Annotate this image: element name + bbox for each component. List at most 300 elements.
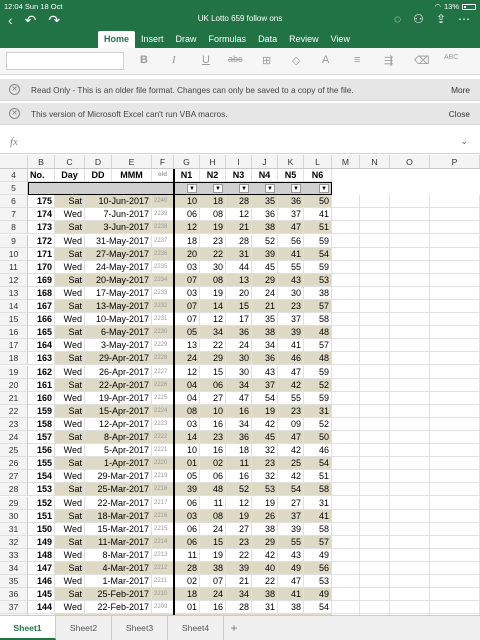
redo-icon[interactable]: ↷ xyxy=(48,12,61,28)
ball-number-cell[interactable]: 08 xyxy=(200,208,226,221)
ball-number-cell[interactable]: 46 xyxy=(278,352,304,365)
ball-number-cell[interactable]: 15 xyxy=(200,536,226,549)
empty-cell[interactable] xyxy=(360,366,390,379)
empty-cell[interactable] xyxy=(390,470,430,483)
ball-number-cell[interactable]: 23 xyxy=(252,457,278,470)
date-cell[interactable]: 11-Mar-2017 xyxy=(85,536,152,549)
old-number-cell[interactable]: 2233 xyxy=(152,287,174,300)
empty-cell[interactable] xyxy=(332,549,360,562)
ball-number-cell[interactable]: 36 xyxy=(226,326,252,339)
close-button[interactable]: Close xyxy=(448,109,470,119)
add-person-icon[interactable]: ⚇ xyxy=(413,12,424,26)
empty-cell[interactable] xyxy=(430,366,480,379)
column-header[interactable]: G xyxy=(174,155,200,169)
empty-cell[interactable] xyxy=(390,366,430,379)
date-cell[interactable]: 3-Jun-2017 xyxy=(85,221,152,234)
day-cell[interactable]: Wed xyxy=(55,208,85,221)
empty-cell[interactable] xyxy=(360,497,390,510)
ball-number-cell[interactable]: 07 xyxy=(174,300,200,313)
old-number-cell[interactable]: 2209 xyxy=(152,601,174,614)
ball-number-cell[interactable]: 08 xyxy=(174,405,200,418)
ball-number-cell[interactable]: 04 xyxy=(174,392,200,405)
empty-cell[interactable] xyxy=(430,588,480,601)
empty-cell[interactable] xyxy=(360,523,390,536)
empty-cell[interactable] xyxy=(430,562,480,575)
empty-cell[interactable] xyxy=(430,510,480,523)
date-cell[interactable]: 7-Jun-2017 xyxy=(85,208,152,221)
ball-number-cell[interactable]: 34 xyxy=(226,418,252,431)
row-number[interactable]: 17 xyxy=(0,339,28,352)
empty-cell[interactable] xyxy=(390,352,430,365)
date-cell[interactable]: 15-Apr-2017 xyxy=(85,405,152,418)
ball-number-cell[interactable]: 21 xyxy=(252,300,278,313)
add-sheet-button[interactable]: + xyxy=(230,621,238,635)
ball-number-cell[interactable]: 20 xyxy=(226,287,252,300)
chevron-down-icon[interactable]: ⌄ xyxy=(460,136,468,146)
empty-cell[interactable] xyxy=(430,470,480,483)
day-cell[interactable]: Wed xyxy=(55,575,85,588)
date-cell[interactable]: 27-May-2017 xyxy=(85,248,152,261)
ball-number-cell[interactable]: 10 xyxy=(174,195,200,208)
close-icon[interactable]: ✕ xyxy=(9,108,20,119)
day-cell[interactable]: Sat xyxy=(55,300,85,313)
tab-home[interactable]: Home xyxy=(98,31,135,48)
ball-number-cell[interactable]: 48 xyxy=(304,326,332,339)
empty-cell[interactable] xyxy=(430,457,480,470)
ball-number-cell[interactable]: 16 xyxy=(200,444,226,457)
draw-number-cell[interactable]: 144 xyxy=(28,601,55,614)
close-icon[interactable]: ✕ xyxy=(9,84,20,95)
old-number-cell[interactable]: 2235 xyxy=(152,261,174,274)
ball-number-cell[interactable]: 53 xyxy=(304,274,332,287)
ball-number-cell[interactable]: 58 xyxy=(304,523,332,536)
column-header[interactable]: O xyxy=(390,155,430,169)
empty-cell[interactable] xyxy=(332,588,360,601)
date-cell[interactable]: 19-Apr-2017 xyxy=(85,392,152,405)
date-cell[interactable]: 17-May-2017 xyxy=(85,287,152,300)
day-cell[interactable]: Sat xyxy=(55,274,85,287)
ball-number-cell[interactable]: 46 xyxy=(304,444,332,457)
number-format-icon[interactable]: ABC xyxy=(444,54,459,61)
ball-number-cell[interactable]: 19 xyxy=(200,221,226,234)
more-icon[interactable]: ⋯ xyxy=(458,12,470,26)
ball-number-cell[interactable]: 52 xyxy=(226,483,252,496)
draw-number-cell[interactable]: 174 xyxy=(28,208,55,221)
empty-cell[interactable] xyxy=(332,326,360,339)
old-number-cell[interactable]: 2230 xyxy=(152,326,174,339)
ball-number-cell[interactable]: 30 xyxy=(226,352,252,365)
old-number-cell[interactable]: 2232 xyxy=(152,300,174,313)
draw-number-cell[interactable]: 163 xyxy=(28,352,55,365)
ball-number-cell[interactable]: 43 xyxy=(278,549,304,562)
ball-number-cell[interactable]: 14 xyxy=(200,300,226,313)
ball-number-cell[interactable]: 29 xyxy=(252,536,278,549)
day-cell[interactable]: Wed xyxy=(55,287,85,300)
old-number-cell[interactable]: 2227 xyxy=(152,366,174,379)
empty-cell[interactable] xyxy=(360,248,390,261)
ball-number-cell[interactable]: 41 xyxy=(278,248,304,261)
header-cell[interactable]: N6 xyxy=(304,169,332,182)
empty-cell[interactable] xyxy=(360,470,390,483)
ball-number-cell[interactable]: 55 xyxy=(278,261,304,274)
empty-cell[interactable] xyxy=(360,601,390,614)
empty-cell[interactable] xyxy=(360,510,390,523)
ball-number-cell[interactable]: 21 xyxy=(226,221,252,234)
header-cell[interactable]: old xyxy=(152,169,174,182)
empty-cell[interactable] xyxy=(430,326,480,339)
empty-cell[interactable] xyxy=(360,405,390,418)
ball-number-cell[interactable]: 58 xyxy=(304,483,332,496)
ball-number-cell[interactable]: 50 xyxy=(304,195,332,208)
clear-icon[interactable]: ⌫ xyxy=(414,55,430,67)
date-cell[interactable]: 22-Feb-2017 xyxy=(85,601,152,614)
day-cell[interactable]: Wed xyxy=(55,601,85,614)
empty-cell[interactable] xyxy=(390,339,430,352)
column-header[interactable]: H xyxy=(200,155,226,169)
draw-number-cell[interactable]: 167 xyxy=(28,300,55,313)
filter-dropdown-button[interactable]: ▼ xyxy=(265,184,275,193)
row-number[interactable]: 25 xyxy=(0,444,28,457)
empty-cell[interactable] xyxy=(390,601,430,614)
bold-icon[interactable]: B xyxy=(140,54,148,66)
ball-number-cell[interactable]: 50 xyxy=(304,431,332,444)
empty-cell[interactable] xyxy=(360,379,390,392)
draw-number-cell[interactable]: 157 xyxy=(28,431,55,444)
empty-cell[interactable] xyxy=(390,221,430,234)
ball-number-cell[interactable]: 34 xyxy=(226,379,252,392)
ball-number-cell[interactable]: 59 xyxy=(304,392,332,405)
empty-cell[interactable] xyxy=(430,300,480,313)
row-number[interactable]: 35 xyxy=(0,575,28,588)
date-cell[interactable]: 6-May-2017 xyxy=(85,326,152,339)
date-cell[interactable]: 1-Mar-2017 xyxy=(85,575,152,588)
empty-cell[interactable] xyxy=(332,470,360,483)
ball-number-cell[interactable]: 03 xyxy=(174,418,200,431)
ball-number-cell[interactable]: 06 xyxy=(174,208,200,221)
draw-number-cell[interactable]: 159 xyxy=(28,405,55,418)
empty-cell[interactable] xyxy=(390,208,430,221)
ball-number-cell[interactable]: 19 xyxy=(200,549,226,562)
ball-number-cell[interactable]: 34 xyxy=(226,588,252,601)
empty-cell[interactable] xyxy=(430,536,480,549)
ball-number-cell[interactable]: 06 xyxy=(174,536,200,549)
header-cell[interactable]: N2 xyxy=(200,169,226,182)
ball-number-cell[interactable]: 36 xyxy=(252,208,278,221)
empty-cell[interactable] xyxy=(332,483,360,496)
ball-number-cell[interactable]: 16 xyxy=(226,470,252,483)
empty-cell[interactable] xyxy=(332,379,360,392)
empty-cell[interactable] xyxy=(390,379,430,392)
row-number[interactable]: 34 xyxy=(0,562,28,575)
empty-cell[interactable] xyxy=(390,549,430,562)
ball-number-cell[interactable]: 06 xyxy=(200,470,226,483)
lightbulb-icon[interactable]: ◌ xyxy=(394,12,402,26)
ball-number-cell[interactable]: 31 xyxy=(304,405,332,418)
row-number[interactable]: 8 xyxy=(0,221,28,234)
draw-number-cell[interactable]: 145 xyxy=(28,588,55,601)
row-number[interactable]: 14 xyxy=(0,300,28,313)
ball-number-cell[interactable]: 49 xyxy=(278,562,304,575)
empty-cell[interactable] xyxy=(430,575,480,588)
row-number[interactable]: 18 xyxy=(0,352,28,365)
filter-dropdown-button[interactable]: ▼ xyxy=(291,184,301,193)
ball-number-cell[interactable]: 15 xyxy=(200,366,226,379)
ball-number-cell[interactable]: 06 xyxy=(200,379,226,392)
date-cell[interactable]: 22-Mar-2017 xyxy=(85,497,152,510)
empty-cell[interactable] xyxy=(430,287,480,300)
old-number-cell[interactable]: 2212 xyxy=(152,562,174,575)
ball-number-cell[interactable]: 19 xyxy=(200,287,226,300)
day-cell[interactable]: Sat xyxy=(55,326,85,339)
ball-number-cell[interactable]: 12 xyxy=(226,208,252,221)
row-number[interactable]: 27 xyxy=(0,470,28,483)
old-number-cell[interactable]: 2228 xyxy=(152,352,174,365)
column-header[interactable]: D xyxy=(85,155,112,169)
empty-cell[interactable] xyxy=(360,444,390,457)
ball-number-cell[interactable]: 34 xyxy=(252,339,278,352)
ball-number-cell[interactable]: 03 xyxy=(174,261,200,274)
ball-number-cell[interactable]: 24 xyxy=(252,287,278,300)
empty-cell[interactable] xyxy=(360,313,390,326)
draw-number-cell[interactable]: 152 xyxy=(28,497,55,510)
empty-cell[interactable] xyxy=(360,235,390,248)
empty-cell[interactable] xyxy=(360,431,390,444)
ball-number-cell[interactable]: 37 xyxy=(278,313,304,326)
ball-number-cell[interactable]: 02 xyxy=(174,575,200,588)
date-cell[interactable]: 10-Jun-2017 xyxy=(85,195,152,208)
header-cell[interactable]: N1 xyxy=(174,169,200,182)
empty-cell[interactable] xyxy=(390,195,430,208)
column-header[interactable]: E xyxy=(112,155,152,169)
ball-number-cell[interactable]: 07 xyxy=(174,313,200,326)
empty-cell[interactable] xyxy=(430,339,480,352)
ball-number-cell[interactable]: 05 xyxy=(174,470,200,483)
ball-number-cell[interactable]: 23 xyxy=(278,405,304,418)
ball-number-cell[interactable]: 47 xyxy=(278,221,304,234)
date-cell[interactable]: 1-Apr-2017 xyxy=(85,457,152,470)
empty-cell[interactable] xyxy=(360,339,390,352)
ball-number-cell[interactable]: 16 xyxy=(200,601,226,614)
ball-number-cell[interactable]: 28 xyxy=(174,562,200,575)
ball-number-cell[interactable]: 35 xyxy=(252,195,278,208)
ball-number-cell[interactable]: 38 xyxy=(252,326,278,339)
ball-number-cell[interactable]: 38 xyxy=(304,287,332,300)
empty-cell[interactable] xyxy=(430,497,480,510)
old-number-cell[interactable]: 2216 xyxy=(152,510,174,523)
date-cell[interactable]: 3-May-2017 xyxy=(85,339,152,352)
empty-cell[interactable] xyxy=(430,523,480,536)
empty-cell[interactable] xyxy=(332,352,360,365)
row-number[interactable]: 20 xyxy=(0,379,28,392)
day-cell[interactable]: Wed xyxy=(55,235,85,248)
fill-color-icon[interactable]: ◇ xyxy=(292,55,301,67)
empty-cell[interactable] xyxy=(332,221,360,234)
ball-number-cell[interactable]: 28 xyxy=(226,601,252,614)
column-header[interactable]: P xyxy=(430,155,480,169)
day-cell[interactable]: Sat xyxy=(55,221,85,234)
old-number-cell[interactable]: 2223 xyxy=(152,418,174,431)
ball-number-cell[interactable]: 59 xyxy=(304,261,332,274)
ball-number-cell[interactable]: 03 xyxy=(174,510,200,523)
empty-cell[interactable] xyxy=(332,287,360,300)
ball-number-cell[interactable]: 39 xyxy=(174,483,200,496)
ball-number-cell[interactable]: 22 xyxy=(252,575,278,588)
ball-number-cell[interactable]: 40 xyxy=(252,562,278,575)
old-number-cell[interactable]: 2240 xyxy=(152,195,174,208)
ball-number-cell[interactable]: 56 xyxy=(278,235,304,248)
old-number-cell[interactable]: 2239 xyxy=(152,208,174,221)
draw-number-cell[interactable]: 155 xyxy=(28,457,55,470)
ball-number-cell[interactable]: 37 xyxy=(252,379,278,392)
day-cell[interactable]: Sat xyxy=(55,457,85,470)
empty-cell[interactable] xyxy=(390,497,430,510)
ball-number-cell[interactable]: 38 xyxy=(252,221,278,234)
day-cell[interactable]: Wed xyxy=(55,470,85,483)
ball-number-cell[interactable]: 18 xyxy=(200,195,226,208)
column-header[interactable]: C xyxy=(55,155,85,169)
empty-cell[interactable] xyxy=(390,431,430,444)
row-number[interactable]: 9 xyxy=(0,235,28,248)
tab-data[interactable]: Data xyxy=(258,34,278,44)
ball-number-cell[interactable]: 36 xyxy=(226,431,252,444)
draw-number-cell[interactable]: 162 xyxy=(28,366,55,379)
draw-number-cell[interactable]: 172 xyxy=(28,235,55,248)
empty-cell[interactable] xyxy=(430,274,480,287)
empty-cell[interactable] xyxy=(360,549,390,562)
ball-number-cell[interactable]: 04 xyxy=(174,379,200,392)
row-number[interactable]: 30 xyxy=(0,510,28,523)
day-cell[interactable]: Sat xyxy=(55,483,85,496)
empty-cell[interactable] xyxy=(332,339,360,352)
empty-cell[interactable] xyxy=(390,418,430,431)
empty-cell[interactable] xyxy=(390,261,430,274)
empty-cell[interactable] xyxy=(332,248,360,261)
day-cell[interactable]: Wed xyxy=(55,444,85,457)
draw-number-cell[interactable]: 153 xyxy=(28,483,55,496)
row-number[interactable]: 24 xyxy=(0,431,28,444)
header-cell[interactable]: No. xyxy=(28,169,55,182)
font-name-box[interactable] xyxy=(6,52,124,70)
ball-number-cell[interactable]: 13 xyxy=(226,274,252,287)
borders-icon[interactable]: ⊞ xyxy=(262,55,272,67)
sheet-tab-sheet4[interactable]: Sheet4 xyxy=(168,616,224,640)
ball-number-cell[interactable]: 21 xyxy=(226,575,252,588)
ball-number-cell[interactable]: 41 xyxy=(304,510,332,523)
ball-number-cell[interactable]: 47 xyxy=(278,366,304,379)
old-number-cell[interactable]: 2213 xyxy=(152,549,174,562)
empty-cell[interactable] xyxy=(430,418,480,431)
empty-cell[interactable] xyxy=(332,313,360,326)
old-number-cell[interactable]: 2220 xyxy=(152,457,174,470)
ball-number-cell[interactable]: 18 xyxy=(226,444,252,457)
ball-number-cell[interactable]: 08 xyxy=(200,510,226,523)
ball-number-cell[interactable]: 37 xyxy=(278,510,304,523)
day-cell[interactable]: Wed xyxy=(55,261,85,274)
ball-number-cell[interactable]: 52 xyxy=(304,418,332,431)
empty-cell[interactable] xyxy=(390,392,430,405)
ball-number-cell[interactable]: 31 xyxy=(304,497,332,510)
empty-cell[interactable] xyxy=(360,221,390,234)
empty-cell[interactable] xyxy=(360,300,390,313)
tab-review[interactable]: Review xyxy=(289,34,319,44)
column-header[interactable]: B xyxy=(28,155,55,169)
ball-number-cell[interactable]: 16 xyxy=(200,418,226,431)
ball-number-cell[interactable]: 45 xyxy=(252,431,278,444)
empty-cell[interactable] xyxy=(390,235,430,248)
day-cell[interactable]: Sat xyxy=(55,352,85,365)
ball-number-cell[interactable]: 19 xyxy=(226,510,252,523)
draw-number-cell[interactable]: 169 xyxy=(28,274,55,287)
ball-number-cell[interactable]: 18 xyxy=(174,588,200,601)
column-header[interactable]: J xyxy=(252,155,278,169)
ball-number-cell[interactable]: 28 xyxy=(226,195,252,208)
empty-cell[interactable] xyxy=(360,418,390,431)
ball-number-cell[interactable]: 38 xyxy=(252,588,278,601)
date-cell[interactable]: 31-May-2017 xyxy=(85,235,152,248)
ball-number-cell[interactable]: 51 xyxy=(304,470,332,483)
ball-number-cell[interactable]: 42 xyxy=(252,418,278,431)
date-cell[interactable]: 29-Apr-2017 xyxy=(85,352,152,365)
day-cell[interactable]: Sat xyxy=(55,379,85,392)
ball-number-cell[interactable]: 54 xyxy=(304,457,332,470)
old-number-cell[interactable]: 2211 xyxy=(152,575,174,588)
strikethrough-icon[interactable]: abc xyxy=(228,54,243,64)
header-cell[interactable]: DD xyxy=(85,169,112,182)
sheet-tab-sheet3[interactable]: Sheet3 xyxy=(112,616,168,640)
ball-number-cell[interactable]: 54 xyxy=(304,601,332,614)
ball-number-cell[interactable]: 27 xyxy=(226,523,252,536)
column-header[interactable]: L xyxy=(304,155,332,169)
tab-view[interactable]: View xyxy=(330,34,350,44)
empty-cell[interactable] xyxy=(332,418,360,431)
ball-number-cell[interactable]: 39 xyxy=(252,248,278,261)
empty-cell[interactable] xyxy=(390,562,430,575)
ball-number-cell[interactable]: 39 xyxy=(278,326,304,339)
ball-number-cell[interactable]: 26 xyxy=(252,510,278,523)
date-cell[interactable]: 22-Apr-2017 xyxy=(85,379,152,392)
draw-number-cell[interactable]: 165 xyxy=(28,326,55,339)
sheet-tab-sheet2[interactable]: Sheet2 xyxy=(56,616,112,640)
ball-number-cell[interactable]: 24 xyxy=(174,352,200,365)
column-header[interactable]: I xyxy=(226,155,252,169)
date-cell[interactable]: 8-Mar-2017 xyxy=(85,549,152,562)
empty-cell[interactable] xyxy=(360,562,390,575)
ball-number-cell[interactable]: 13 xyxy=(174,339,200,352)
row-number[interactable]: 4 xyxy=(0,169,28,182)
empty-cell[interactable] xyxy=(390,444,430,457)
draw-number-cell[interactable]: 151 xyxy=(28,510,55,523)
date-cell[interactable]: 24-May-2017 xyxy=(85,261,152,274)
row-number[interactable]: 6 xyxy=(0,195,28,208)
ball-number-cell[interactable]: 39 xyxy=(278,523,304,536)
column-header[interactable]: M xyxy=(332,155,360,169)
row-number[interactable]: 26 xyxy=(0,457,28,470)
row-number[interactable]: 37 xyxy=(0,601,28,614)
empty-cell[interactable] xyxy=(390,326,430,339)
ball-number-cell[interactable]: 12 xyxy=(226,497,252,510)
ball-number-cell[interactable]: 25 xyxy=(278,457,304,470)
draw-number-cell[interactable]: 173 xyxy=(28,221,55,234)
empty-cell[interactable] xyxy=(390,300,430,313)
row-number[interactable]: 22 xyxy=(0,405,28,418)
draw-number-cell[interactable]: 146 xyxy=(28,575,55,588)
empty-cell[interactable] xyxy=(332,300,360,313)
old-number-cell[interactable]: 2224 xyxy=(152,405,174,418)
ball-number-cell[interactable]: 15 xyxy=(226,300,252,313)
day-cell[interactable]: Wed xyxy=(55,339,85,352)
ball-number-cell[interactable]: 31 xyxy=(226,248,252,261)
header-cell[interactable]: MMM xyxy=(112,169,152,182)
